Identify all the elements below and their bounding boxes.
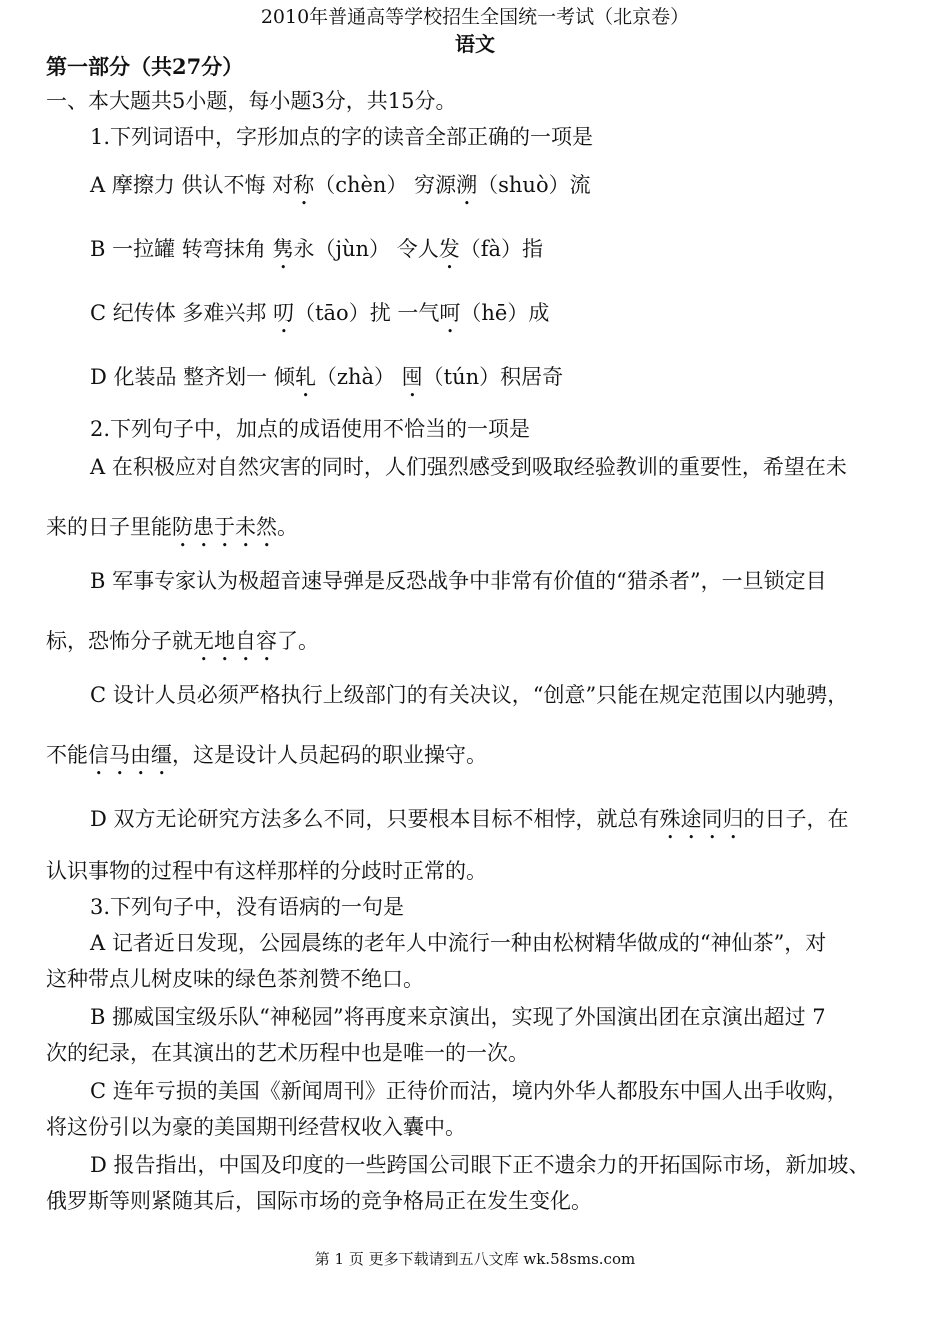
q3-option-b-line1: B 挪威国宝级乐队“神秘园”将再度来京演出，实现了外国演出团在京演出超过 7	[90, 1005, 826, 1029]
q3-option-c-line1: C 连年亏损的美国《新闻周刊》正待价而沽，境内外华人都股东中国人出手收购，	[90, 1079, 848, 1103]
q2-option-b-line1: B 军事专家认为极超音速导弹是反恐战争中非常有价值的“猎杀者”，一旦锁定目	[90, 569, 827, 593]
q1-option-c: C 纪传体 多难兴邦 叨（tāo）扰 一气呵（hē）成	[90, 301, 550, 325]
q1-option-a: A 摩擦力 供认不悔 对称（chèn） 穷源溯（shuò）流	[90, 173, 591, 197]
q2-stem: 2.下列句子中，加点的成语使用不恰当的一项是	[90, 417, 531, 441]
q3-option-d-line2: 俄罗斯等则紧随其后，国际市场的竞争格局正在发生变化。	[46, 1189, 592, 1213]
q2-option-b-line2: 标，恐怖分子就无地自容了。	[46, 629, 319, 653]
section-intro: 一、本大题共5小题，每小题3分，共15分。	[46, 89, 457, 113]
page-footer: 第 1 页 更多下载请到五八文库 wk.58sms.com	[314, 1250, 636, 1268]
q3-option-a-line2: 这种带点儿树皮味的绿色茶剂赞不绝口。	[46, 967, 424, 991]
q2-option-c-line1: C 设计人员必须严格执行上级部门的有关决议，“创意”只能在规定范围以内驰骋，	[90, 683, 849, 707]
q3-option-c-line2: 将这份引以为豪的美国期刊经营权收入囊中。	[46, 1115, 466, 1139]
q1-option-b: B 一拉罐 转弯抹角 隽永（jùn） 令人发（fà）指	[90, 237, 544, 261]
q1-option-d: D 化装品 整齐划一 倾轧（zhà） 囤（tún）积居奇	[90, 365, 564, 389]
q3-option-b-line2: 次的纪录，在其演出的艺术历程中也是唯一的一次。	[46, 1041, 529, 1065]
q2-option-d-line1: D 双方无论研究方法多么不同，只要根本目标不相悖，就总有殊途同归的日子，在	[90, 807, 849, 831]
q2-option-d-line2: 认识事物的过程中有这样那样的分歧时正常的。	[46, 859, 487, 883]
q1-stem: 1.下列词语中，字形加点的字的读音全部正确的一项是	[90, 125, 594, 149]
q2-option-a-line1: A 在积极应对自然灾害的同时，人们强烈感受到吸取经验教训的重要性，希望在未	[90, 455, 847, 479]
q3-option-a-line1: A 记者近日发现，公园晨练的老年人中流行一种由松树精华做成的“神仙茶”，对	[90, 931, 827, 955]
q2-option-a-line2: 来的日子里能防患于未然。	[46, 515, 298, 539]
q3-stem: 3.下列句子中，没有语病的一句是	[90, 895, 405, 919]
exam-title: 2010年普通高等学校招生全国统一考试（北京卷）	[260, 6, 690, 28]
q3-option-d-line1: D 报告指出，中国及印度的一些跨国公司眼下正不遗余力的开拓国际市场，新加坡、	[90, 1153, 870, 1177]
subject-title: 语文	[455, 32, 495, 56]
part-heading: 第一部分（共27分）	[46, 54, 244, 79]
q2-option-c-line2: 不能信马由缰，这是设计人员起码的职业操守。	[46, 743, 487, 767]
